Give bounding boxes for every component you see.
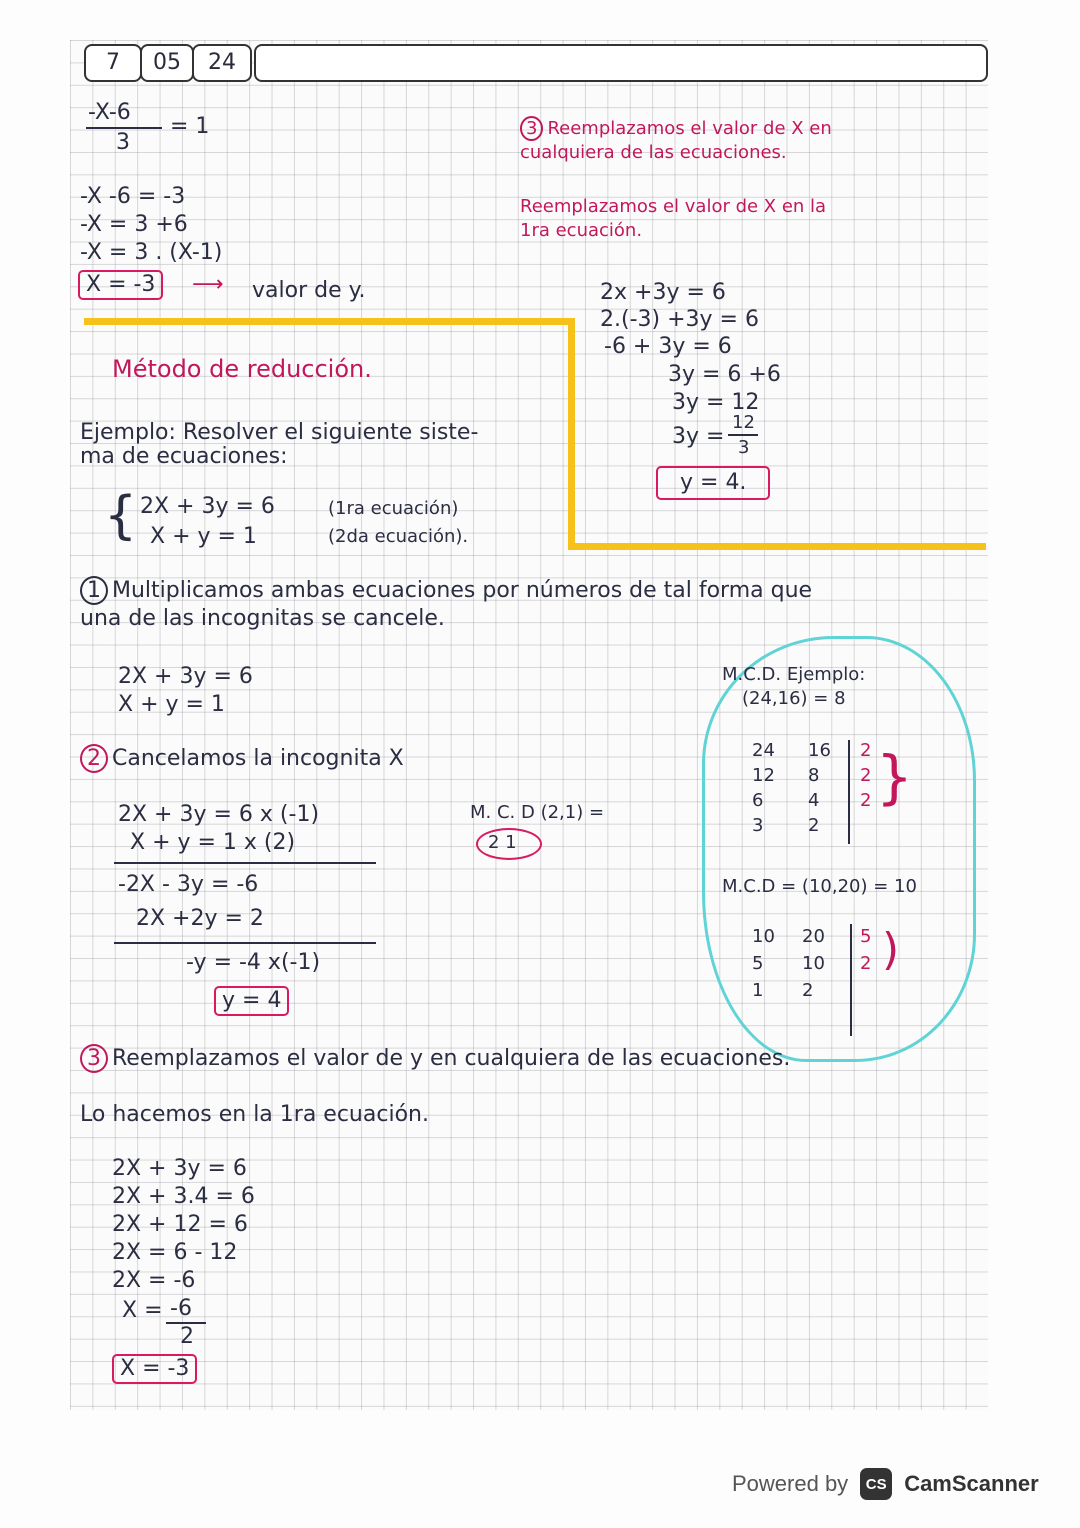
step3-top-text-1 xyxy=(520,118,832,139)
sum-line-2 xyxy=(114,942,376,944)
title-box xyxy=(254,44,988,82)
step3-note: Lo hacemos en la 1ra ecuación. xyxy=(80,1102,429,1127)
powered-by-text: Powered by xyxy=(732,1471,849,1496)
step2-eq-4: 2X +2y = 2 xyxy=(136,906,264,931)
date-year-box xyxy=(192,44,252,82)
mcd-brace-2: ) xyxy=(882,924,900,975)
mcd-table-line-2 xyxy=(850,924,852,1036)
mcd-cell: 2 xyxy=(860,765,872,786)
y-result-step2: y = 4 xyxy=(214,986,289,1016)
step2-eq-1: 2X + 3y = 6 x (-1) xyxy=(118,802,320,827)
example-text-1: Ejemplo: Resolver el siguiente siste- xyxy=(80,420,479,445)
fraction-numerator: -X-6 xyxy=(88,100,131,125)
step1-eq-2: X + y = 1 xyxy=(118,692,225,717)
step3-eq-6: X = xyxy=(122,1298,163,1323)
step2-eq-3: -2X - 3y = -6 xyxy=(118,872,259,897)
mcd-cell: 2 xyxy=(808,815,820,836)
sys-label-2: (2da ecuación). xyxy=(328,526,469,547)
step3-eq-6-den: 2 xyxy=(180,1324,194,1349)
mcd-cell: 24 xyxy=(752,740,775,761)
step3-top-text-2: cualquiera de las ecuaciones. xyxy=(520,142,787,163)
eq-line-1: -X -6 = -3 xyxy=(80,184,186,209)
sys-eq-2: X + y = 1 xyxy=(150,524,257,549)
highlight-line-vertical xyxy=(568,318,575,550)
rt-eq-6: 3y = xyxy=(672,424,725,449)
mcd-label: M. C. D (2,1) = xyxy=(470,802,605,823)
step3-eq-1: 2X + 3y = 6 xyxy=(112,1156,247,1181)
step3-num: 3 xyxy=(80,1044,108,1073)
step1-text-2: una de las incognitas se cancele. xyxy=(80,606,445,631)
date-day: 7 xyxy=(106,50,120,75)
mcd-cell: 20 xyxy=(802,926,825,947)
date-month: 05 xyxy=(153,50,181,75)
mcd-cell: 16 xyxy=(808,740,831,761)
example-text-2: ma de ecuaciones: xyxy=(80,444,288,469)
step3-top-note-1: Reemplazamos el valor de X en la xyxy=(520,196,827,217)
mcd-cell: 3 xyxy=(752,815,764,836)
mcd-box-subtitle: (24,16) = 8 xyxy=(742,688,846,709)
camscanner-brand: CamScanner xyxy=(904,1471,1039,1496)
x-result-step3: X = -3 xyxy=(112,1354,197,1384)
brace-icon: { xyxy=(104,486,138,546)
rt-eq-3: -6 + 3y = 6 xyxy=(604,334,732,359)
camscanner-watermark xyxy=(732,1468,1039,1500)
step2-num: 2 xyxy=(80,744,108,773)
mcd-cell: 10 xyxy=(802,953,825,974)
mcd-cell: 2 xyxy=(860,740,872,761)
step3-top-num: 3 xyxy=(520,116,543,141)
mcd-cell: 5 xyxy=(860,926,872,947)
eq-line-3: -X = 3 . (X-1) xyxy=(80,240,223,265)
mcd-cell: 2 xyxy=(802,980,814,1001)
date-day-box xyxy=(84,44,142,82)
mcd-cell: 6 xyxy=(752,790,764,811)
highlight-line-bottom xyxy=(568,543,986,550)
mcd-cell: 4 xyxy=(808,790,820,811)
rt-eq-5: 3y = 12 xyxy=(672,390,760,415)
mcd-cell: 10 xyxy=(752,926,775,947)
rt-eq-6-den: 3 xyxy=(738,437,750,458)
step1-eq-1: 2X + 3y = 6 xyxy=(118,664,253,689)
mcd-cell: 2 xyxy=(860,790,872,811)
rt-eq-4: 3y = 6 +6 xyxy=(668,362,781,387)
step3-eq-6-num: -6 xyxy=(170,1296,192,1321)
step2-eq-2: X + y = 1 x (2) xyxy=(130,830,296,855)
mcd-cell: 1 xyxy=(752,980,764,1001)
mcd-box-title-2: M.C.D = (10,20) = 10 xyxy=(722,876,917,897)
mcd-table-line-1 xyxy=(848,740,850,844)
eq-line-2: -X = 3 +6 xyxy=(80,212,188,237)
fraction-rhs: = 1 xyxy=(170,114,210,139)
sys-eq-1: 2X + 3y = 6 xyxy=(140,494,275,519)
arrow-note: valor de y. xyxy=(252,278,366,303)
step3-eq-5: 2X = -6 xyxy=(112,1268,196,1293)
step3-eq-3: 2X + 12 = 6 xyxy=(112,1212,248,1237)
step2-eq-5: -y = -4 x(-1) xyxy=(186,950,321,975)
rt-fraction-bar xyxy=(728,434,758,436)
method-title: Método de reducción. xyxy=(112,355,372,383)
rt-eq-6-num: 12 xyxy=(732,412,755,433)
step3-eq-2: 2X + 3.4 = 6 xyxy=(112,1184,255,1209)
highlight-line-top xyxy=(84,318,574,325)
step1-text-a: Multiplicamos ambas ecuaciones por números de tal forma que xyxy=(112,578,813,603)
fraction-bar xyxy=(86,127,162,129)
fraction-denominator: 3 xyxy=(116,130,130,155)
date-month-box xyxy=(140,44,194,82)
step2-text-a: Cancelamos la incognita X xyxy=(112,746,404,771)
sys-label-1: (1ra ecuación) xyxy=(328,498,459,519)
step1-text-1 xyxy=(80,578,812,604)
rt-eq-1: 2x +3y = 6 xyxy=(600,280,726,305)
mcd-box-title: M.C.D. Ejemplo: xyxy=(722,664,866,685)
y-result-top: y = 4. xyxy=(656,466,770,500)
mcd-brace-1: } xyxy=(876,743,913,811)
camscanner-logo-icon: CS xyxy=(860,1468,892,1500)
mcd-cell: 8 xyxy=(808,765,820,786)
arrow-icon: ⟶ xyxy=(192,272,224,297)
step3-text xyxy=(80,1046,790,1072)
step3-eq-4: 2X = 6 - 12 xyxy=(112,1240,238,1265)
sum-line xyxy=(114,862,376,864)
mcd-cell: 12 xyxy=(752,765,775,786)
mcd-cell: 2 xyxy=(860,953,872,974)
step1-num: 1 xyxy=(80,576,108,605)
step3-top-note-2: 1ra ecuación. xyxy=(520,220,643,241)
mcd-values: 2 1 xyxy=(488,832,517,853)
step2-text xyxy=(80,746,404,772)
step3-top-text-a: Reemplazamos el valor de X en xyxy=(547,118,832,139)
mcd-cell: 5 xyxy=(752,953,764,974)
rt-eq-2: 2.(-3) +3y = 6 xyxy=(600,307,759,332)
step3-text-a: Reemplazamos el valor de y en cualquiera de las ecuaciones. xyxy=(112,1046,791,1071)
date-year: 24 xyxy=(208,50,236,75)
x-result: X = -3 xyxy=(78,270,163,300)
